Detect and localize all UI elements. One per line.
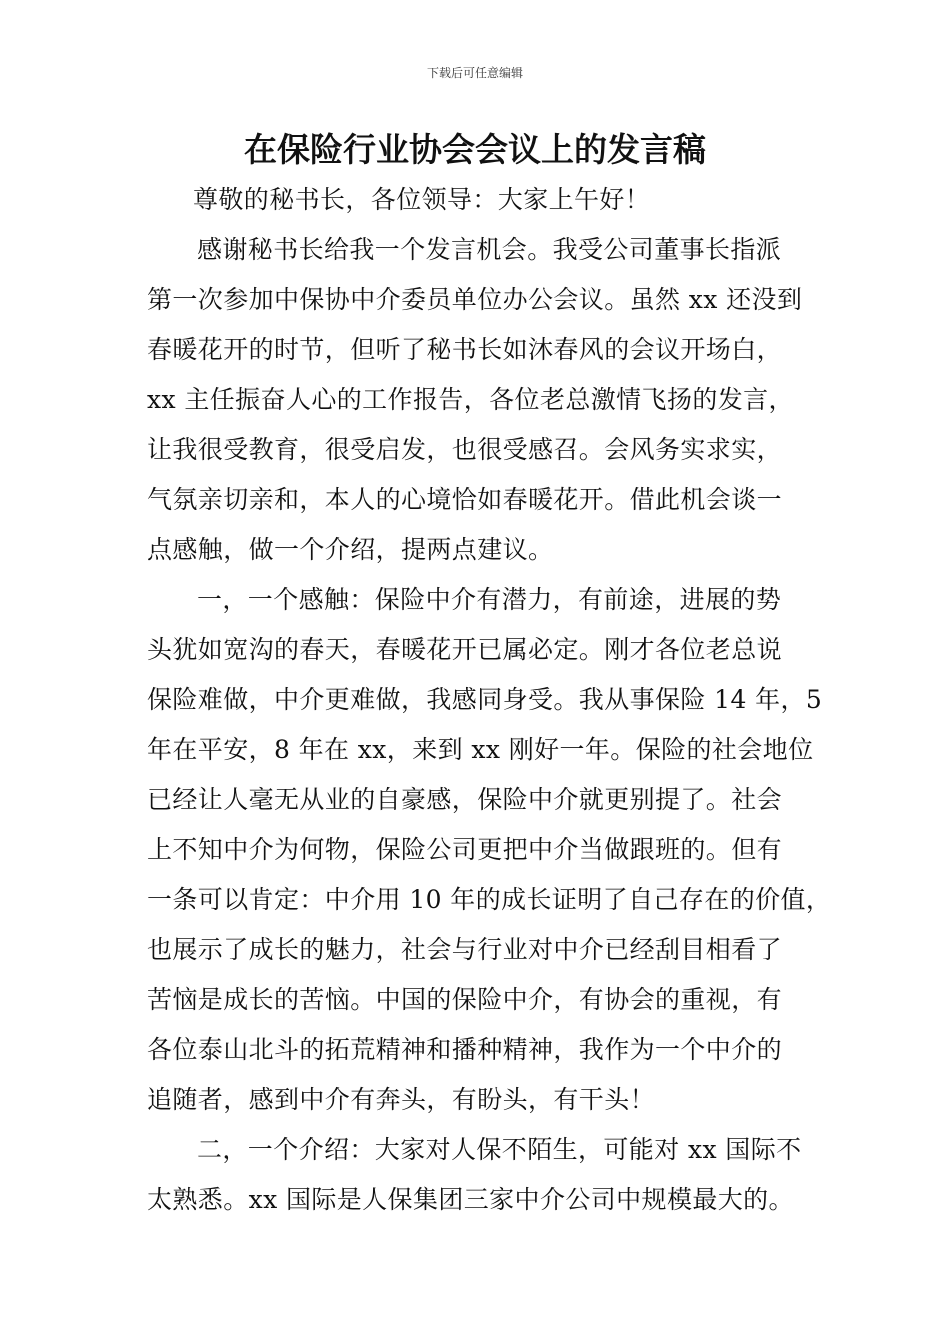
paragraph-2-line-2: 头犹如宽沟的春天，春暖花开已属必定。刚才各位老总说 bbox=[147, 635, 783, 664]
paragraph-1-line-7: 点感触，做一个介绍，提两点建议。 bbox=[147, 535, 554, 564]
paragraph-3-line-2: 太熟悉。xx 国际是人保集团三家中介公司中规模最大的。 bbox=[147, 1185, 794, 1214]
paragraph-2-line-1: 一，一个感触：保险中介有潜力，有前途，进展的势 bbox=[197, 585, 782, 614]
paragraph-1-line-2: 第一次参加中保协中介委员单位办公会议。虽然 xx 还没到 bbox=[147, 285, 803, 314]
document-body bbox=[147, 175, 832, 1225]
paragraph-2-line-11: 追随者，感到中介有奔头，有盼头，有干头！ bbox=[147, 1085, 656, 1114]
paragraph-2-line-10: 各位泰山北斗的拓荒精神和播种精神，我作为一个中介的 bbox=[147, 1035, 783, 1064]
paragraph-2-line-9: 苦恼是成长的苦恼。中国的保险中介，有协会的重视，有 bbox=[147, 985, 783, 1014]
paragraph-1-line-3: 春暖花开的时节，但听了秘书长如沐春风的会议开场白， bbox=[147, 335, 783, 364]
document-title: 在保险行业协会会议上的发言稿 bbox=[244, 130, 706, 169]
paragraph-2-line-4: 年在平安，8 年在 xx，来到 xx 刚好一年。保险的社会地位 bbox=[147, 735, 814, 764]
paragraph-2-line-8: 也展示了成长的魅力，社会与行业对中介已经刮目相看了 bbox=[147, 935, 783, 964]
paragraph-1-line-5: 让我很受教育，很受启发，也很受感召。会风务实求实， bbox=[147, 435, 783, 464]
paragraph-1-line-4: xx 主任振奋人心的工作报告，各位老总激情飞扬的发言， bbox=[147, 385, 794, 414]
paragraph-2-line-5: 已经让人毫无从业的自豪感，保险中介就更别提了。社会 bbox=[147, 785, 783, 814]
paragraph-2-line-3: 保险难做，中介更难做，我感同身受。我从事保险 14 年，5 bbox=[147, 685, 823, 714]
paragraph-1-line-1: 感谢秘书长给我一个发言机会。我受公司董事长指派 bbox=[197, 235, 782, 264]
paragraph-3-line-1: 二，一个介绍：大家对人保不陌生，可能对 xx 国际不 bbox=[197, 1135, 802, 1164]
paragraph-2-line-6: 上不知中介为何物，保险公司更把中介当做跟班的。但有 bbox=[147, 835, 783, 864]
paragraph-2-line-7: 一条可以肯定：中介用 10 年的成长证明了自己存在的价值， bbox=[147, 885, 832, 914]
page-header-note: 下载后可任意编辑 bbox=[426, 66, 523, 80]
paragraph-1-line-6: 气氛亲切亲和，本人的心境恰如春暖花开。借此机会谈一 bbox=[147, 485, 783, 514]
salutation-line: 尊敬的秘书长，各位领导：大家上午好！ bbox=[193, 185, 651, 214]
